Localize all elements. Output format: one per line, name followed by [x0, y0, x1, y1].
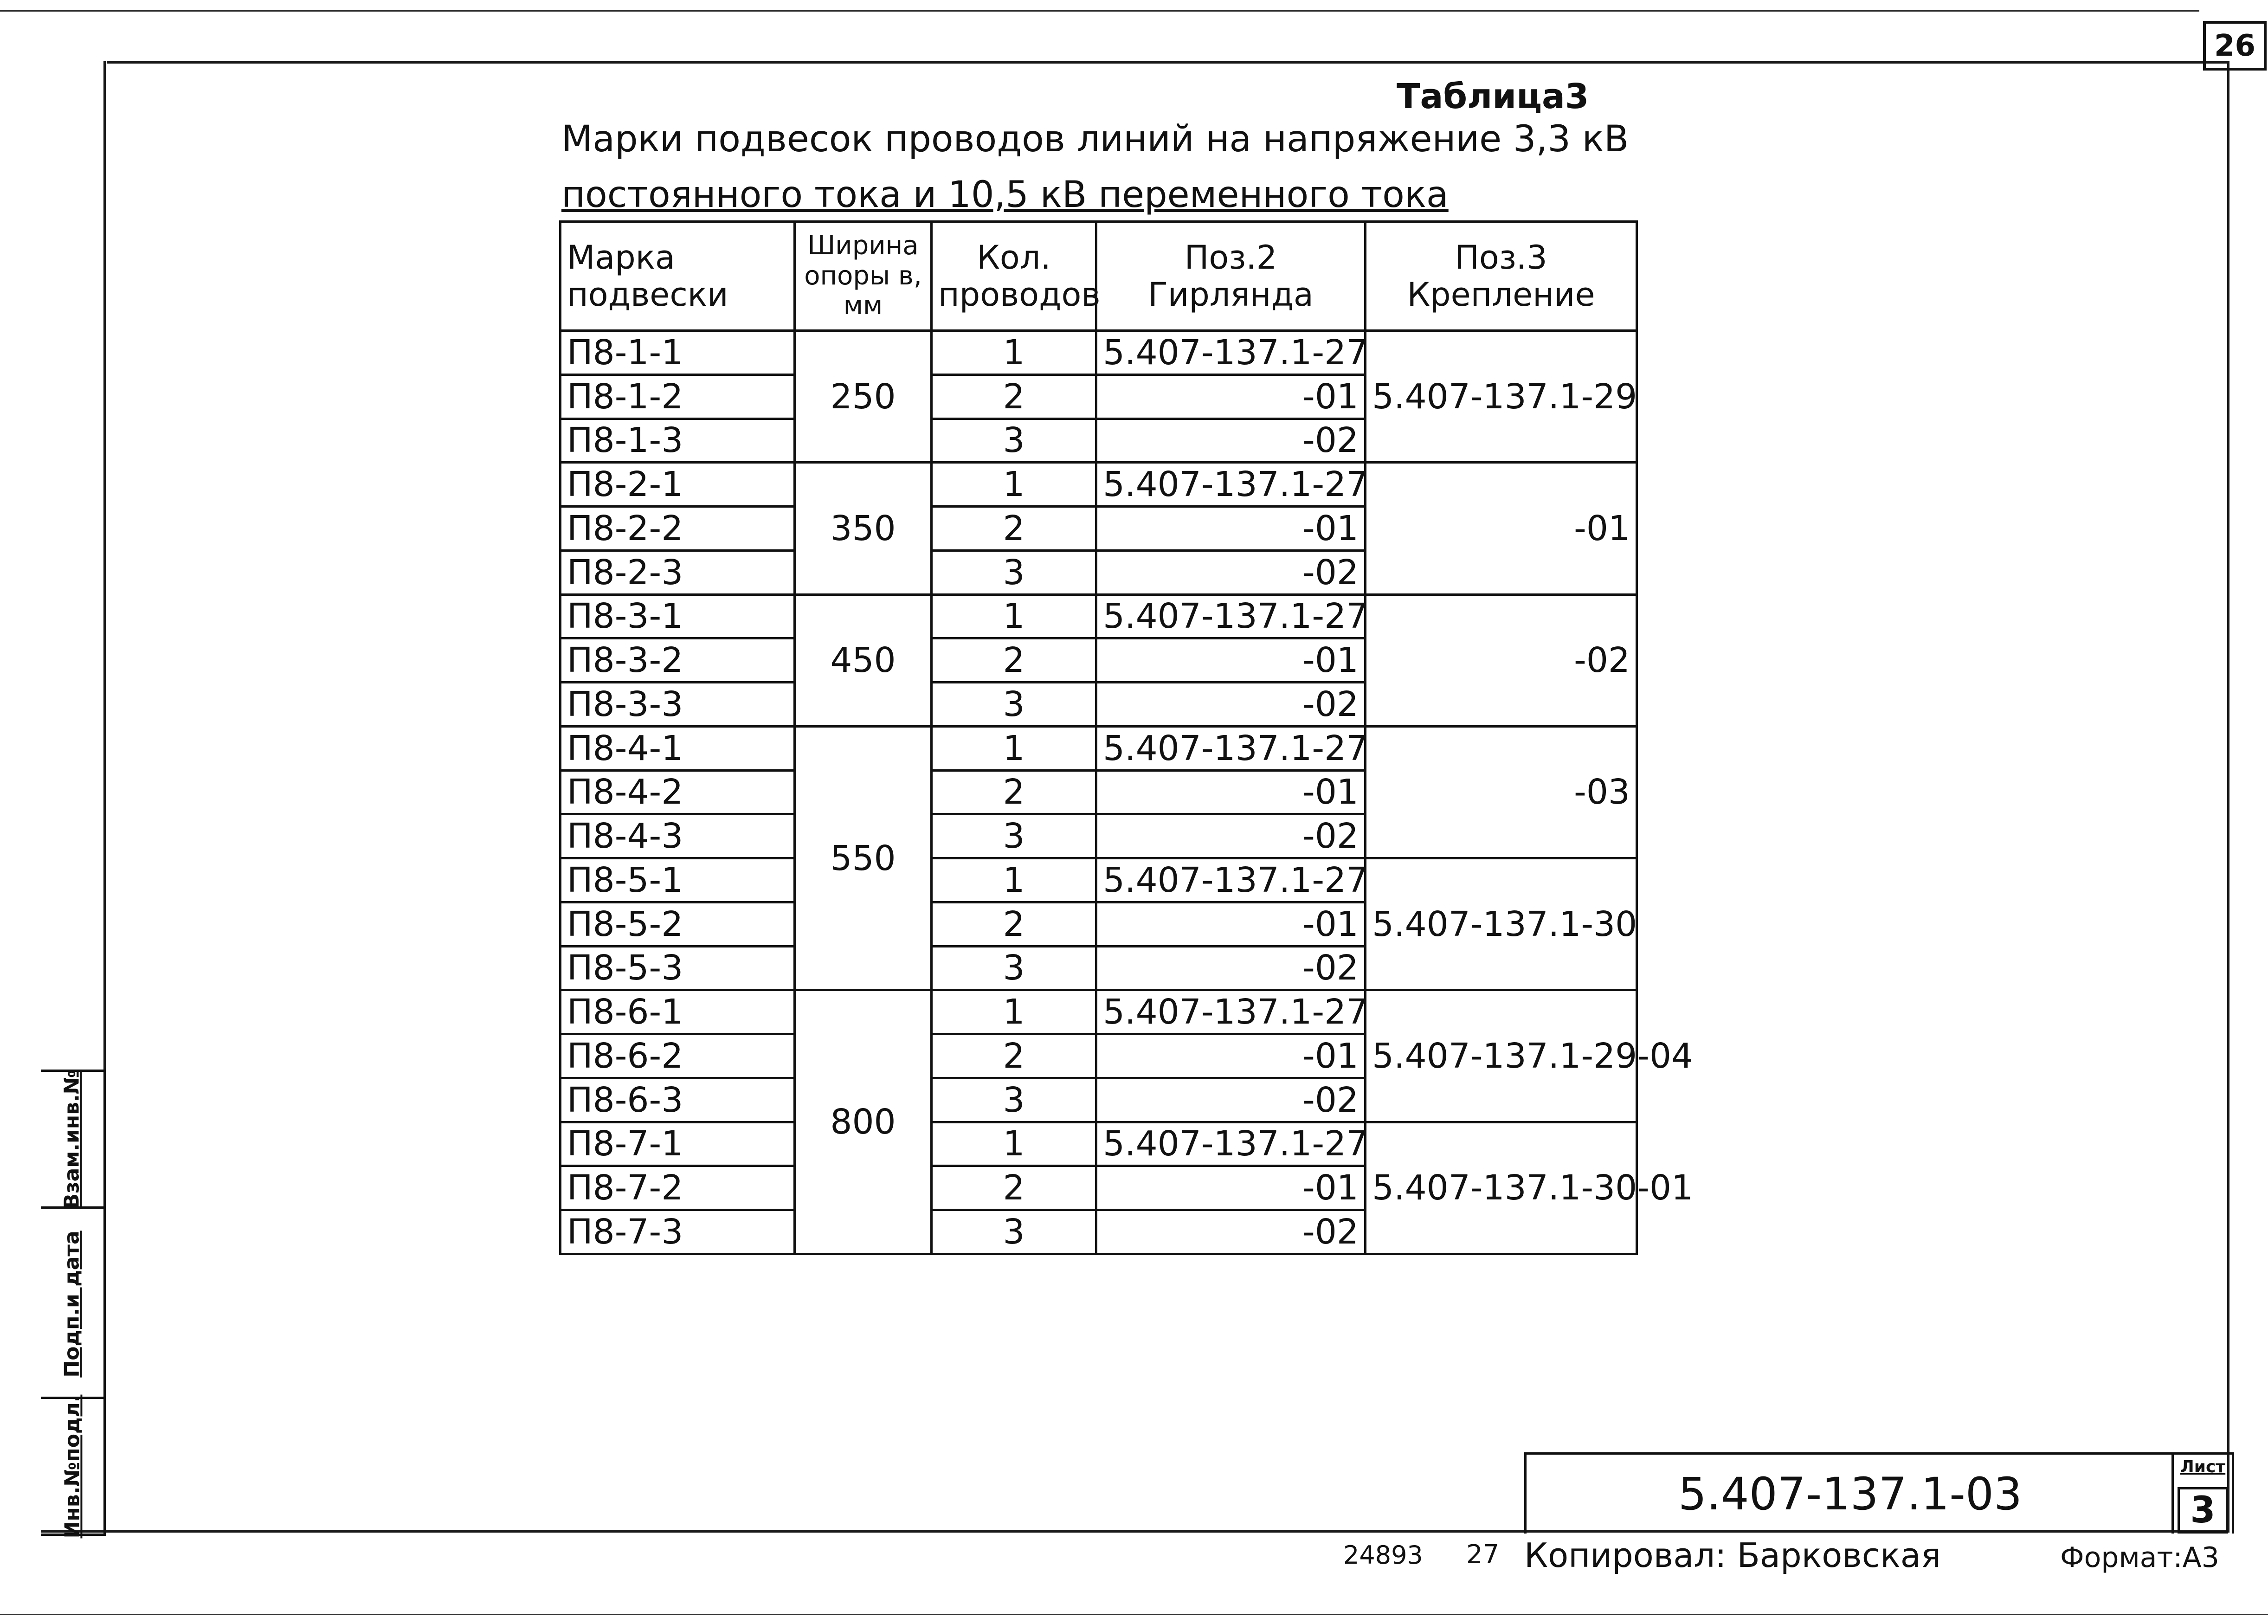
- table-row-mark: П8-2-1: [561, 463, 795, 507]
- title-block-code: 5.407-137.1-03: [1524, 1452, 2174, 1534]
- table-row-garland: -01: [1096, 770, 1366, 814]
- table-row-garland: -02: [1096, 946, 1366, 990]
- side-label-replace: Взам.инв.№: [60, 1069, 84, 1209]
- fastening-cell: -03: [1366, 726, 1637, 858]
- top-sheet-number: 26: [2203, 21, 2267, 71]
- table-row-mark: П8-6-2: [561, 1034, 795, 1078]
- paper-format: Формат:А3: [2060, 1541, 2219, 1574]
- table-row-mark: П8-1-3: [561, 419, 795, 463]
- table-row-garland: 5.407-137.1-27: [1096, 726, 1366, 770]
- table-row-count: 3: [932, 1078, 1096, 1122]
- table-row-count: 2: [932, 1166, 1096, 1210]
- table-row-count: 3: [932, 814, 1096, 858]
- title-line-1: Марки подвесок проводов линий на напряжение 3,3 кВ: [561, 118, 1629, 160]
- trim-line-top: [0, 10, 2199, 12]
- header-width: Ширина опоры в, мм: [795, 222, 932, 331]
- fastening-cell: 5.407-137.1-29: [1366, 331, 1637, 463]
- frame-right: [2227, 61, 2229, 1531]
- table-row-count: 1: [932, 594, 1096, 638]
- table-row-garland: 5.407-137.1-27: [1096, 990, 1366, 1034]
- table-row-count: 2: [932, 902, 1096, 946]
- width-cell: 550: [795, 726, 932, 990]
- table-row-count: 2: [932, 374, 1096, 419]
- table-row-count: 2: [932, 507, 1096, 551]
- sheet-number: 3: [2178, 1487, 2228, 1534]
- table-row-garland: -02: [1096, 1078, 1366, 1122]
- fastening-cell: -01: [1366, 463, 1637, 594]
- table-row-count: 2: [932, 638, 1096, 683]
- table-row-mark: П8-7-3: [561, 1210, 795, 1254]
- table-row-mark: П8-6-3: [561, 1078, 795, 1122]
- trim-line-bottom: [0, 1614, 2268, 1615]
- table-row-mark: П8-5-2: [561, 902, 795, 946]
- header-pos2: Поз.2 Гирлянда: [1096, 222, 1366, 331]
- side-cell-replace: [41, 1069, 103, 1209]
- table-row-garland: -01: [1096, 638, 1366, 683]
- table-row-garland: 5.407-137.1-27: [1096, 331, 1366, 375]
- table-row-count: 1: [932, 463, 1096, 507]
- width-cell: 800: [795, 990, 932, 1254]
- table-row-mark: П8-6-1: [561, 990, 795, 1034]
- table-row-garland: -01: [1096, 507, 1366, 551]
- sheet-label: Лист: [2180, 1457, 2226, 1476]
- copied-by: Копировал: Барковская: [1524, 1536, 1941, 1575]
- table-row-count: 2: [932, 770, 1096, 814]
- table-row-mark: П8-5-3: [561, 946, 795, 990]
- header-mark: Марка подвески: [561, 222, 795, 331]
- table-row-garland: -01: [1096, 374, 1366, 419]
- side-stamp: [41, 1070, 106, 1536]
- title-line-2: постоянного тока и 10,5 кВ переменного тока: [561, 174, 1449, 216]
- table-row-garland: -01: [1096, 902, 1366, 946]
- table-row-mark: П8-1-2: [561, 374, 795, 419]
- width-cell: 250: [795, 331, 932, 463]
- table-row-count: 1: [932, 858, 1096, 902]
- table-row-garland: -02: [1096, 419, 1366, 463]
- header-pos3: Поз.3 Крепление: [1366, 222, 1637, 331]
- table-row-mark: П8-7-2: [561, 1166, 795, 1210]
- table-row-count: 3: [932, 550, 1096, 594]
- table-row-garland: 5.407-137.1-27: [1096, 858, 1366, 902]
- sheet-box: [2171, 1452, 2234, 1534]
- table-row-garland: -01: [1096, 1166, 1366, 1210]
- side-label-sign: Подп.и дата: [60, 1230, 84, 1378]
- table-row-mark: П8-3-1: [561, 594, 795, 638]
- table-row-mark: П8-2-2: [561, 507, 795, 551]
- header-count: Кол. проводов: [932, 222, 1096, 331]
- table-row-mark: П8-4-1: [561, 726, 795, 770]
- table-row-mark: П8-2-3: [561, 550, 795, 594]
- table-row-count: 2: [932, 1034, 1096, 1078]
- fastening-cell: -02: [1366, 594, 1637, 726]
- table-row-garland: -01: [1096, 1034, 1366, 1078]
- table-row-count: 1: [932, 1122, 1096, 1166]
- frame-top: [107, 61, 2229, 64]
- side-label-inventory: Инв.№подл.: [60, 1394, 84, 1538]
- table-row-count: 3: [932, 683, 1096, 727]
- table-row-count: 3: [932, 1210, 1096, 1254]
- fastening-cell: 5.407-137.1-30: [1366, 858, 1637, 990]
- suspension-table: [559, 220, 1694, 1255]
- table-row-garland: 5.407-137.1-27: [1096, 594, 1366, 638]
- table-row-garland: 5.407-137.1-27: [1096, 463, 1366, 507]
- table-row-mark: П8-4-3: [561, 814, 795, 858]
- side-cell-sign: [41, 1206, 103, 1399]
- fastening-cell: 5.407-137.1-29-04: [1366, 990, 1637, 1122]
- footer-number: 24893: [1343, 1540, 1423, 1570]
- table-title: [561, 111, 1675, 223]
- table-row-garland: -02: [1096, 550, 1366, 594]
- table-row-mark: П8-7-1: [561, 1122, 795, 1166]
- table-label: Таблица3: [1397, 77, 1589, 116]
- footer-page: 27: [1466, 1540, 1500, 1570]
- side-cell-inventory: [41, 1394, 103, 1538]
- table-row-count: 3: [932, 946, 1096, 990]
- table-row-mark: П8-5-1: [561, 858, 795, 902]
- table-row-garland: -02: [1096, 1210, 1366, 1254]
- table-row-count: 1: [932, 990, 1096, 1034]
- width-cell: 450: [795, 594, 932, 726]
- table-row-count: 3: [932, 419, 1096, 463]
- table-row-count: 1: [932, 331, 1096, 375]
- table-row-garland: 5.407-137.1-27: [1096, 1122, 1366, 1166]
- table-row-mark: П8-1-1: [561, 331, 795, 375]
- table-row-garland: -02: [1096, 683, 1366, 727]
- table-row-count: 1: [932, 726, 1096, 770]
- table-row-mark: П8-3-3: [561, 683, 795, 727]
- table-row-mark: П8-3-2: [561, 638, 795, 683]
- width-cell: 350: [795, 463, 932, 594]
- fastening-cell: 5.407-137.1-30-01: [1366, 1122, 1637, 1254]
- table-row-mark: П8-4-2: [561, 770, 795, 814]
- table-row-garland: -02: [1096, 814, 1366, 858]
